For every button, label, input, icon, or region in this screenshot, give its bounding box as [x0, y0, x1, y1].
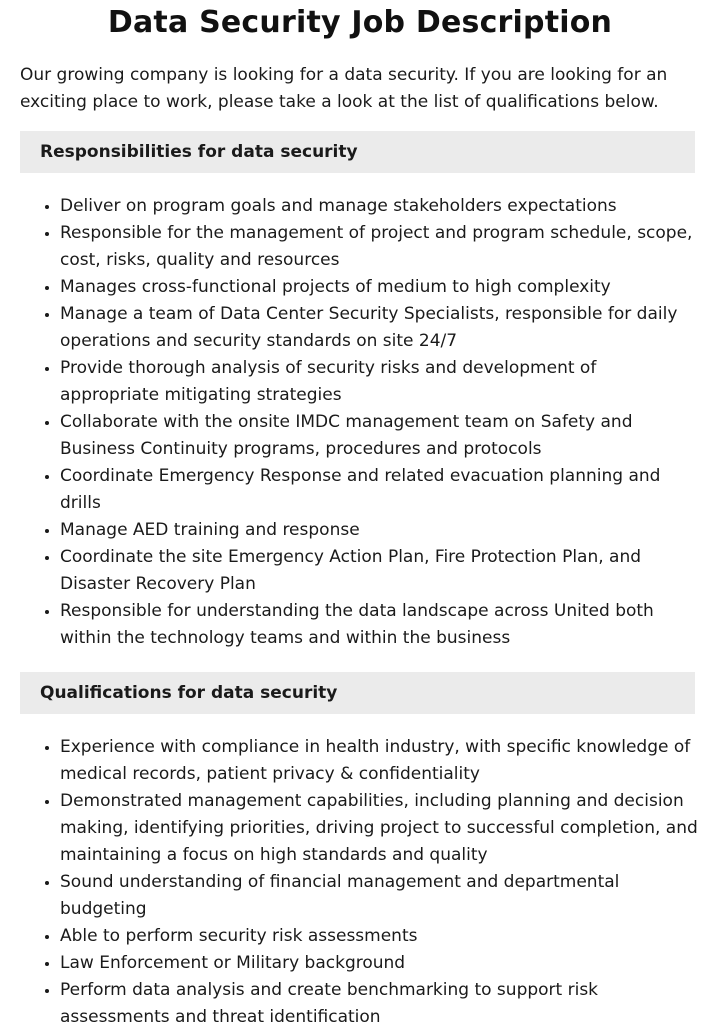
list-item: • Manage AED training and response — [60, 517, 700, 544]
list-item: • Perform data analysis and create benchmarking to support risk assessments and threat identification — [60, 977, 700, 1031]
list-item: • Responsible for the management of project and program schedule, scope, cost, risks, quality and resources — [60, 220, 700, 274]
list-item: • Coordinate Emergency Response and related evacuation planning and drills — [60, 463, 700, 517]
list-item: • Deliver on program goals and manage stakeholders expectations — [60, 193, 700, 220]
list-item: • Demonstrated management capabilities, including planning and decision making, identifying priorities, driving project to successful completion, and maintaining a focus on high standards and quality — [60, 788, 700, 869]
list-item: • Able to perform security risk assessments — [60, 923, 700, 950]
qualifications-list — [0, 734, 720, 1031]
intro-paragraph: Our growing company is looking for a data security. If you are looking for an exciting place to work, please take a look at the list of qualifications below. — [20, 65, 668, 112]
list-item: • Provide thorough analysis of security risks and development of appropriate mitigating strategies — [60, 355, 700, 409]
qualifications-heading: Qualifications for data security — [20, 672, 695, 714]
responsibilities-heading: Responsibilities for data security — [20, 131, 695, 173]
list-item: • Responsible for understanding the data landscape across United both within the technology teams and within the business — [60, 598, 700, 652]
responsibilities-list — [0, 193, 720, 652]
list-item: • Coordinate the site Emergency Action Plan, Fire Protection Plan, and Disaster Recovery Plan — [60, 544, 700, 598]
list-item: • Sound understanding of financial management and departmental budgeting — [60, 869, 700, 923]
list-item: • Manages cross-functional projects of medium to high complexity — [60, 274, 700, 301]
list-item: • Manage a team of Data Center Security Specialists, responsible for daily operations and security standards on site 24/7 — [60, 301, 700, 355]
list-item: • Experience with compliance in health industry, with specific knowledge of medical records, patient privacy & confidentiality — [60, 734, 700, 788]
list-item: • Law Enforcement or Military background — [60, 950, 700, 977]
page-title: Data Security Job Description — [107, 5, 613, 40]
list-item: • Collaborate with the onsite IMDC management team on Safety and Business Continuity programs, procedures and protocols — [60, 409, 700, 463]
